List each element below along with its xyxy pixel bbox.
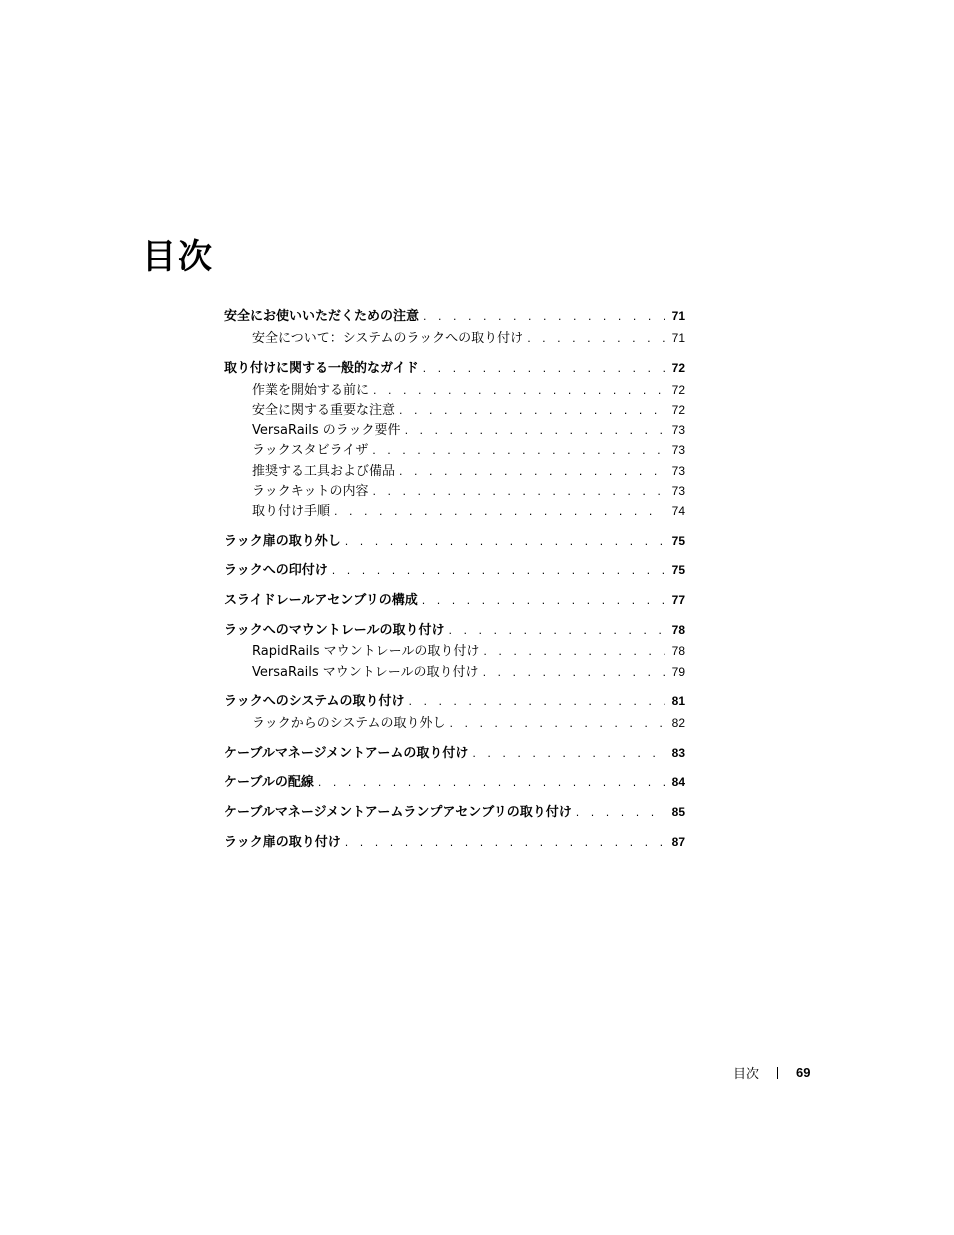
toc-entry-title: 安全について：システムのラックへの取り付け (252, 331, 524, 346)
toc-dot-leader (483, 666, 665, 679)
toc-subentry[interactable] (224, 500, 685, 520)
toc-entry[interactable] (224, 801, 685, 821)
toc-dot-leader (318, 776, 665, 789)
toc-entry-page-number: 87 (671, 835, 685, 849)
toc-entry[interactable] (224, 690, 685, 710)
toc-dot-leader (483, 645, 665, 658)
toc-entry-title: ケーブルマネージメントアームの取り付け (224, 746, 469, 761)
toc-entry-page-number: 72 (671, 403, 685, 417)
toc-entry-page-number: 75 (671, 563, 685, 577)
toc-dot-leader (373, 384, 665, 397)
toc-subentry[interactable] (224, 460, 685, 480)
toc-entry-title: RapidRails マウントレールの取り付け (252, 644, 480, 659)
footer-section-label: 目次 (733, 1067, 760, 1082)
toc-entry-title: ケーブルの配線 (224, 775, 314, 790)
toc-entry[interactable] (224, 589, 685, 609)
footer-page-number: 69 (796, 1065, 811, 1080)
toc-subentry[interactable] (224, 399, 685, 419)
toc-dot-leader (576, 806, 665, 819)
toc-entry-title: VersaRails のラック要件 (252, 423, 401, 438)
toc-entry-title: ラックへのシステムの取り付け (224, 694, 405, 709)
toc-entry-title: ラックスタビライザ (252, 443, 369, 458)
toc-entry-page-number: 85 (671, 805, 685, 819)
toc-entry-title: 安全にお使いいただくための注意 (224, 309, 420, 324)
toc-entry-page-number: 79 (671, 665, 685, 679)
toc-dot-leader (405, 424, 665, 437)
toc-dot-leader (345, 836, 665, 849)
toc-entry-page-number: 77 (671, 593, 685, 607)
toc-entry-page-number: 84 (671, 775, 685, 789)
toc-entry-page-number: 73 (671, 443, 685, 457)
toc-entry-title: ラックからのシステムの取り外し (252, 716, 446, 731)
toc-entry-title: 推奨する工具および備品 (252, 464, 396, 479)
toc-entry[interactable] (224, 771, 685, 791)
toc-entry-page-number: 74 (671, 504, 685, 518)
page-footer (733, 1063, 810, 1082)
toc-entry-title: 作業を開始する前に (252, 383, 370, 398)
toc-subentry[interactable] (224, 480, 685, 500)
toc-entry-title: 取り付けに関する一般的なガイド (224, 361, 419, 376)
toc-entry-page-number: 78 (671, 623, 685, 637)
toc-dot-leader (422, 594, 665, 607)
toc-entry-page-number: 73 (671, 464, 685, 478)
toc-subentry[interactable] (224, 661, 685, 681)
toc-dot-leader (423, 362, 665, 375)
toc-entry[interactable] (224, 742, 685, 762)
toc-entry[interactable] (224, 530, 685, 550)
toc-entry-page-number: 82 (671, 716, 685, 730)
toc-subentry[interactable] (224, 327, 685, 347)
toc-dot-leader (408, 695, 665, 708)
toc-subentry[interactable] (224, 379, 685, 399)
toc-entry-page-number: 72 (671, 361, 685, 375)
toc-dot-leader (448, 624, 665, 637)
toc-entry-page-number: 73 (671, 484, 685, 498)
toc-subentry[interactable] (224, 439, 685, 459)
toc-entry-page-number: 71 (671, 309, 685, 323)
toc-entry-title: ラックへの印付け (224, 563, 328, 578)
toc-dot-leader (527, 332, 665, 345)
toc-dot-leader (399, 465, 665, 478)
toc-subentry[interactable] (224, 419, 685, 439)
toc-entry-title: ラックへのマウントレールの取り付け (224, 623, 445, 638)
toc-subentry[interactable] (224, 712, 685, 732)
toc-entry-page-number: 75 (671, 534, 685, 548)
toc-entry-page-number: 71 (671, 331, 685, 345)
toc-entry[interactable] (224, 305, 685, 325)
toc-entry-page-number: 81 (671, 694, 685, 708)
toc-dot-leader (332, 564, 665, 577)
toc-dot-leader (449, 717, 665, 730)
toc-entry-title: ケーブルマネージメントアームランプアセンブリの取り付け (224, 805, 572, 820)
toc-dot-leader (423, 310, 665, 323)
toc-entry-page-number: 78 (671, 644, 685, 658)
toc-entry[interactable] (224, 357, 685, 377)
toc-entry-title: ラック扉の取り外し (224, 534, 341, 549)
toc-entry-title: 安全に関する重要な注意 (252, 403, 396, 418)
toc-entry-page-number: 83 (671, 746, 685, 760)
toc-entry-title: 取り付け手順 (252, 504, 331, 519)
toc-entry-title: ラックキットの内容 (252, 484, 369, 499)
toc-entry-page-number: 73 (671, 423, 685, 437)
toc-dot-leader (345, 535, 665, 548)
toc-entry[interactable] (224, 619, 685, 639)
toc-dot-leader (334, 505, 665, 518)
footer-divider (777, 1067, 778, 1079)
toc-entry[interactable] (224, 559, 685, 579)
toc-dot-leader (372, 485, 665, 498)
toc-entry-title: VersaRails マウントレールの取り付け (252, 665, 479, 680)
toc-entry[interactable] (224, 831, 685, 851)
toc-entry-page-number: 72 (671, 383, 685, 397)
page-title: 目次 (142, 236, 214, 277)
toc-entry-title: スライドレールアセンブリの構成 (224, 593, 418, 608)
toc-dot-leader (472, 747, 665, 760)
toc-dot-leader (399, 404, 665, 417)
toc-entry-title: ラック扉の取り付け (224, 835, 341, 850)
toc-dot-leader (372, 444, 665, 457)
toc-subentry[interactable] (224, 640, 685, 660)
